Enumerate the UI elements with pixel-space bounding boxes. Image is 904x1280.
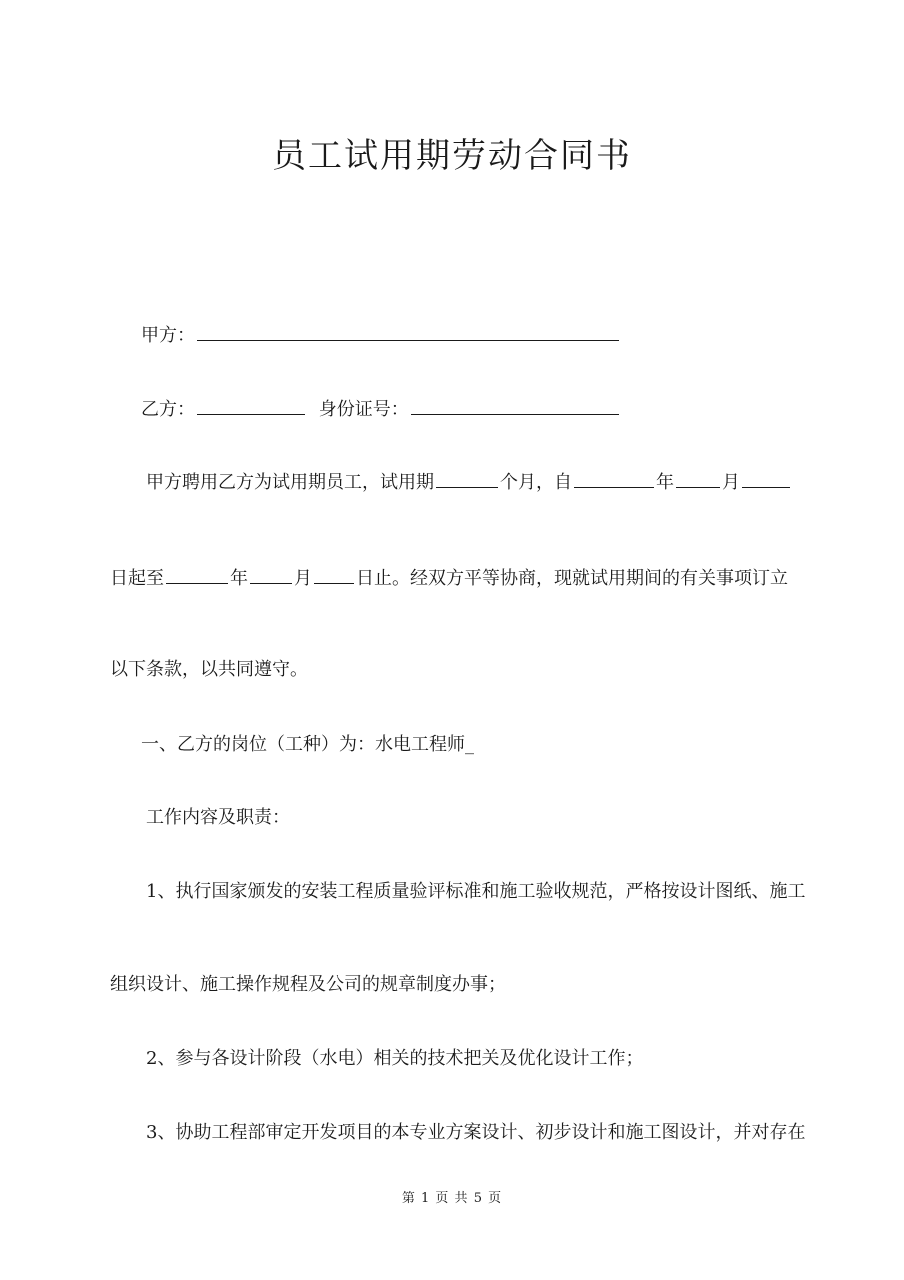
party-a-line: [141, 322, 621, 348]
start-day-blank: [742, 469, 790, 488]
section-1-position: 一、乙方的岗位（工种）为：水电工程师_: [141, 734, 474, 755]
end-month-blank: [250, 565, 292, 584]
end-day-blank: [314, 565, 354, 584]
duties-heading: 工作内容及职责：: [146, 807, 290, 828]
start-month-blank: [676, 469, 720, 488]
intro-text-2b: 年: [230, 568, 248, 589]
party-b-label: 乙方：: [141, 399, 195, 420]
duty-item-1-line-2: 组织设计、施工操作规程及公司的规章制度办事；: [110, 974, 506, 995]
duty-item-3-line-1: 3、协助工程部审定开发项目的本专业方案设计、初步设计和施工图设计，并对存在: [146, 1122, 806, 1143]
probation-months-blank: [436, 469, 498, 488]
duty-item-1-line-1: 1、执行国家颁发的安装工程质量验评标准和施工验收规范，严格按设计图纸、施工: [146, 881, 806, 902]
intro-line-2: [110, 565, 788, 591]
page-number-footer: 第 1 页 共 5 页: [401, 1191, 503, 1206]
intro-line-3: 以下条款，以共同遵守。: [110, 659, 308, 680]
party-b-line: [141, 396, 621, 422]
intro-text-2c: 月: [294, 568, 312, 589]
party-b-blank: [197, 396, 305, 415]
id-label: 身份证号：: [318, 399, 409, 420]
id-number-blank: [411, 396, 619, 415]
document-title: 员工试用期劳动合同书: [272, 136, 632, 176]
intro-text-1b: 个月，自: [500, 472, 572, 493]
intro-text-2a: 日起至: [110, 568, 164, 589]
intro-text-1d: 月: [722, 472, 740, 493]
party-a-label: 甲方：: [141, 325, 195, 346]
intro-line-1: [146, 469, 792, 495]
end-year-blank: [166, 565, 228, 584]
intro-text-1a: 甲方聘用乙方为试用期员工，试用期: [146, 472, 434, 493]
intro-text-1c: 年: [656, 472, 674, 493]
duty-item-2: 2、参与各设计阶段（水电）相关的技术把关及优化设计工作；: [146, 1048, 644, 1069]
party-a-blank: [197, 322, 619, 341]
start-year-blank: [574, 469, 654, 488]
intro-text-2d: 日止。经双方平等协商，现就试用期间的有关事项订立: [356, 568, 788, 589]
